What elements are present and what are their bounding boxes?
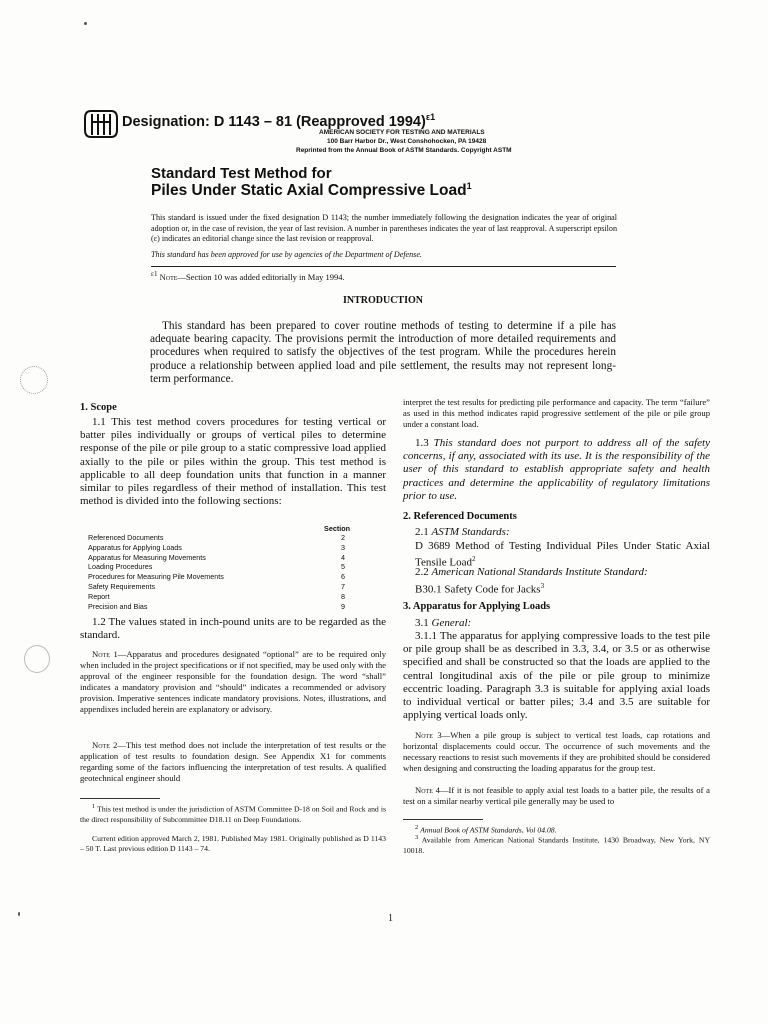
binder-hole-mark — [24, 645, 50, 673]
footnote-rule-right — [403, 819, 483, 820]
footnote-1-edition: Current edition approved March 2, 1981. Published May 1981. Originally published as D 1143 – 50 T. Last previous edition D 1143 – 74. — [80, 834, 386, 853]
section-row: Precision and Bias 9 — [88, 601, 345, 611]
para-3-1: 3.1 General: — [415, 617, 472, 629]
section-row: Procedures for Measuring Pile Movements 6 — [88, 572, 345, 582]
title-line-1: Standard Test Method for — [151, 165, 332, 182]
footnote-3: $^3$ Available from American National Standards Institute, 1430 Broadway, New York, NY 10018. — [403, 834, 710, 855]
binder-hole-mark — [20, 366, 48, 394]
note-3: Note 3—When a pile group is subject to vertical test loads, cap rotations and horizontal displacements could occur. The occurrence of such movements and the necessary reactions to resist such movements if they are prohibited should be considered when designing and constructing the loading apparatus for the group test. — [403, 730, 710, 774]
section-row: Report 8 — [88, 591, 345, 601]
introduction-heading: INTRODUCTION — [342, 295, 423, 306]
para-1-3: 1.3 This standard does not purport to address all of the safety concerns, if any, associated with its use. It is the responsibility of the user of this standard to establish appropriate safety and health practices and determine the applicability of regulatory limitations prior to use. — [403, 437, 711, 502]
note-4: Note 4—If it is not feasible to apply axial test loads to a batter pile, the results of a test on a similar nearby vertical pile generally may be used to — [403, 785, 710, 807]
standard-issue-statement: This standard is issued under the fixed designation D 1143; the number immediately following the designation indicates the year of original adoption or, in the case of revision, the year of last revision. A number in parentheses indicates the year of last reapproval. A superscript epsilon (ε) indicates an editorial change since the last revision or reapproval. — [151, 213, 617, 243]
defense-approval: This standard has been approved for use by agencies of the Department of Defense. — [151, 250, 422, 259]
note-1: Note 1—Apparatus and procedures designated “optional” are to be required only when included in the project specifications or if not specified, may be used only with the approval of the engineer responsible for the foundation design. The word “shall” indicates a mandatory provision and “should” indicates a recommended or advisory provision. Imperative sentences indicate mandatory provisions. Notes, illustrations, and appendixes included herein are explanatory or advisory. — [80, 649, 386, 715]
scan-speck — [18, 912, 20, 916]
astm-logo — [82, 108, 120, 140]
para-2-1: 2.1 ASTM Standards: — [415, 526, 510, 538]
section-row: Referenced Documents 2 — [88, 533, 345, 542]
footnote-rule — [80, 798, 160, 799]
para-2-2: 2.2 American National Standards Institute Standard: — [415, 566, 648, 578]
section-table — [88, 524, 352, 611]
reprint-notice: Reprinted from the Annual Book of ASTM Standards. Copyright ASTM — [296, 147, 512, 154]
designation: Designation: D 1143 – 81 (Reapproved 1994)$^{\varepsilon 1}$ — [122, 112, 436, 130]
section-1-heading: 1. Scope — [80, 402, 117, 413]
footnote-2: $^2$ Annual Book of ASTM Standards, Vol 04.08. — [415, 824, 557, 835]
ref-d3689: D 3689 Method of Testing Individual Piles Under Static Axial Tensile Load$^2$ — [415, 540, 710, 569]
section-row: Apparatus for Applying Loads 3 — [88, 542, 345, 552]
para-3-1-1: 3.1.1 The apparatus for applying compressive loads to the test pile or pile group shall be as described in 3.3, 3.4, or 3.5 or as otherwise specified and shall be constructed so that the loads are applied to the central longitudinal axis of the pile or pile group to minimize eccentric loading. Paragraph 3.3 is suitable for applying axial loads to individual vertical or batter piles; 3.4 and 3.5 are suitable for applying vertical loads only. — [403, 630, 710, 722]
section-row: Loading Procedures 5 — [88, 562, 345, 572]
note-2: Note 2—This test method does not include the interpretation of test results or the application of test results to foundation design. See Appendix X1 for comments regarding some of the factors influencing the interpretation of test results. A qualified geotechnical engineer should — [80, 740, 386, 784]
para-1-2: 1.2 The values stated in inch-pound units are to be regarded as the standard. — [80, 616, 386, 642]
section-2-heading: 2. Referenced Documents — [403, 511, 517, 522]
ref-b30: B30.1 Safety Code for Jacks$^3$ — [415, 582, 545, 596]
section-row: Apparatus for Measuring Movements 4 — [88, 552, 345, 562]
section-row: Safety Requirements 7 — [88, 581, 345, 591]
introduction-text: This standard has been prepared to cover routine methods of testing to determine if a pile has adequate bearing capacity. The provisions permit the introduction of more detailed requirements and procedures when required to satisfy the objectives of the test program. While the procedures herein produce a relationship between applied load and pile settlement, the results may not represent long-term performance. — [150, 320, 616, 385]
title-line-2: Piles Under Static Axial Compressive Load$^1$ — [151, 181, 472, 200]
editorial-note: $^{\varepsilon 1}$ Note—Section 10 was added editorially in May 1994. — [151, 266, 616, 282]
publisher-address: 100 Barr Harbor Dr., West Conshohocken, PA 19428 — [327, 138, 487, 145]
section-table-header: Section — [324, 524, 350, 533]
scan-speck — [84, 22, 87, 25]
page-number: 1 — [388, 913, 393, 924]
publisher: AMERICAN SOCIETY FOR TESTING AND MATERIALS — [319, 129, 485, 136]
section-3-heading: 3. Apparatus for Applying Loads — [403, 601, 551, 612]
note-2-continued: interpret the test results for predicting pile performance and capacity. The term “failure” as used in this method indicates rapid progressive settlement of the pile or pile group under a constant load. — [403, 397, 710, 430]
footnote-1: $^1$ This test method is under the jurisdiction of ASTM Committee D-18 on Soil and Rock and is the direct responsibility of Subcommittee D18.11 on Deep Foundations. — [80, 803, 386, 824]
para-1-1: 1.1 This test method covers procedures for testing vertical or batter piles individually or groups of vertical piles to determine response of the pile or pile group to a static compressive load applied axially to the pile or piles within the group. This test method is applicable to all deep foundation units that function in a manner similar to piles regardless of their method of installation. This test method is divided into the following sections: — [80, 416, 386, 508]
